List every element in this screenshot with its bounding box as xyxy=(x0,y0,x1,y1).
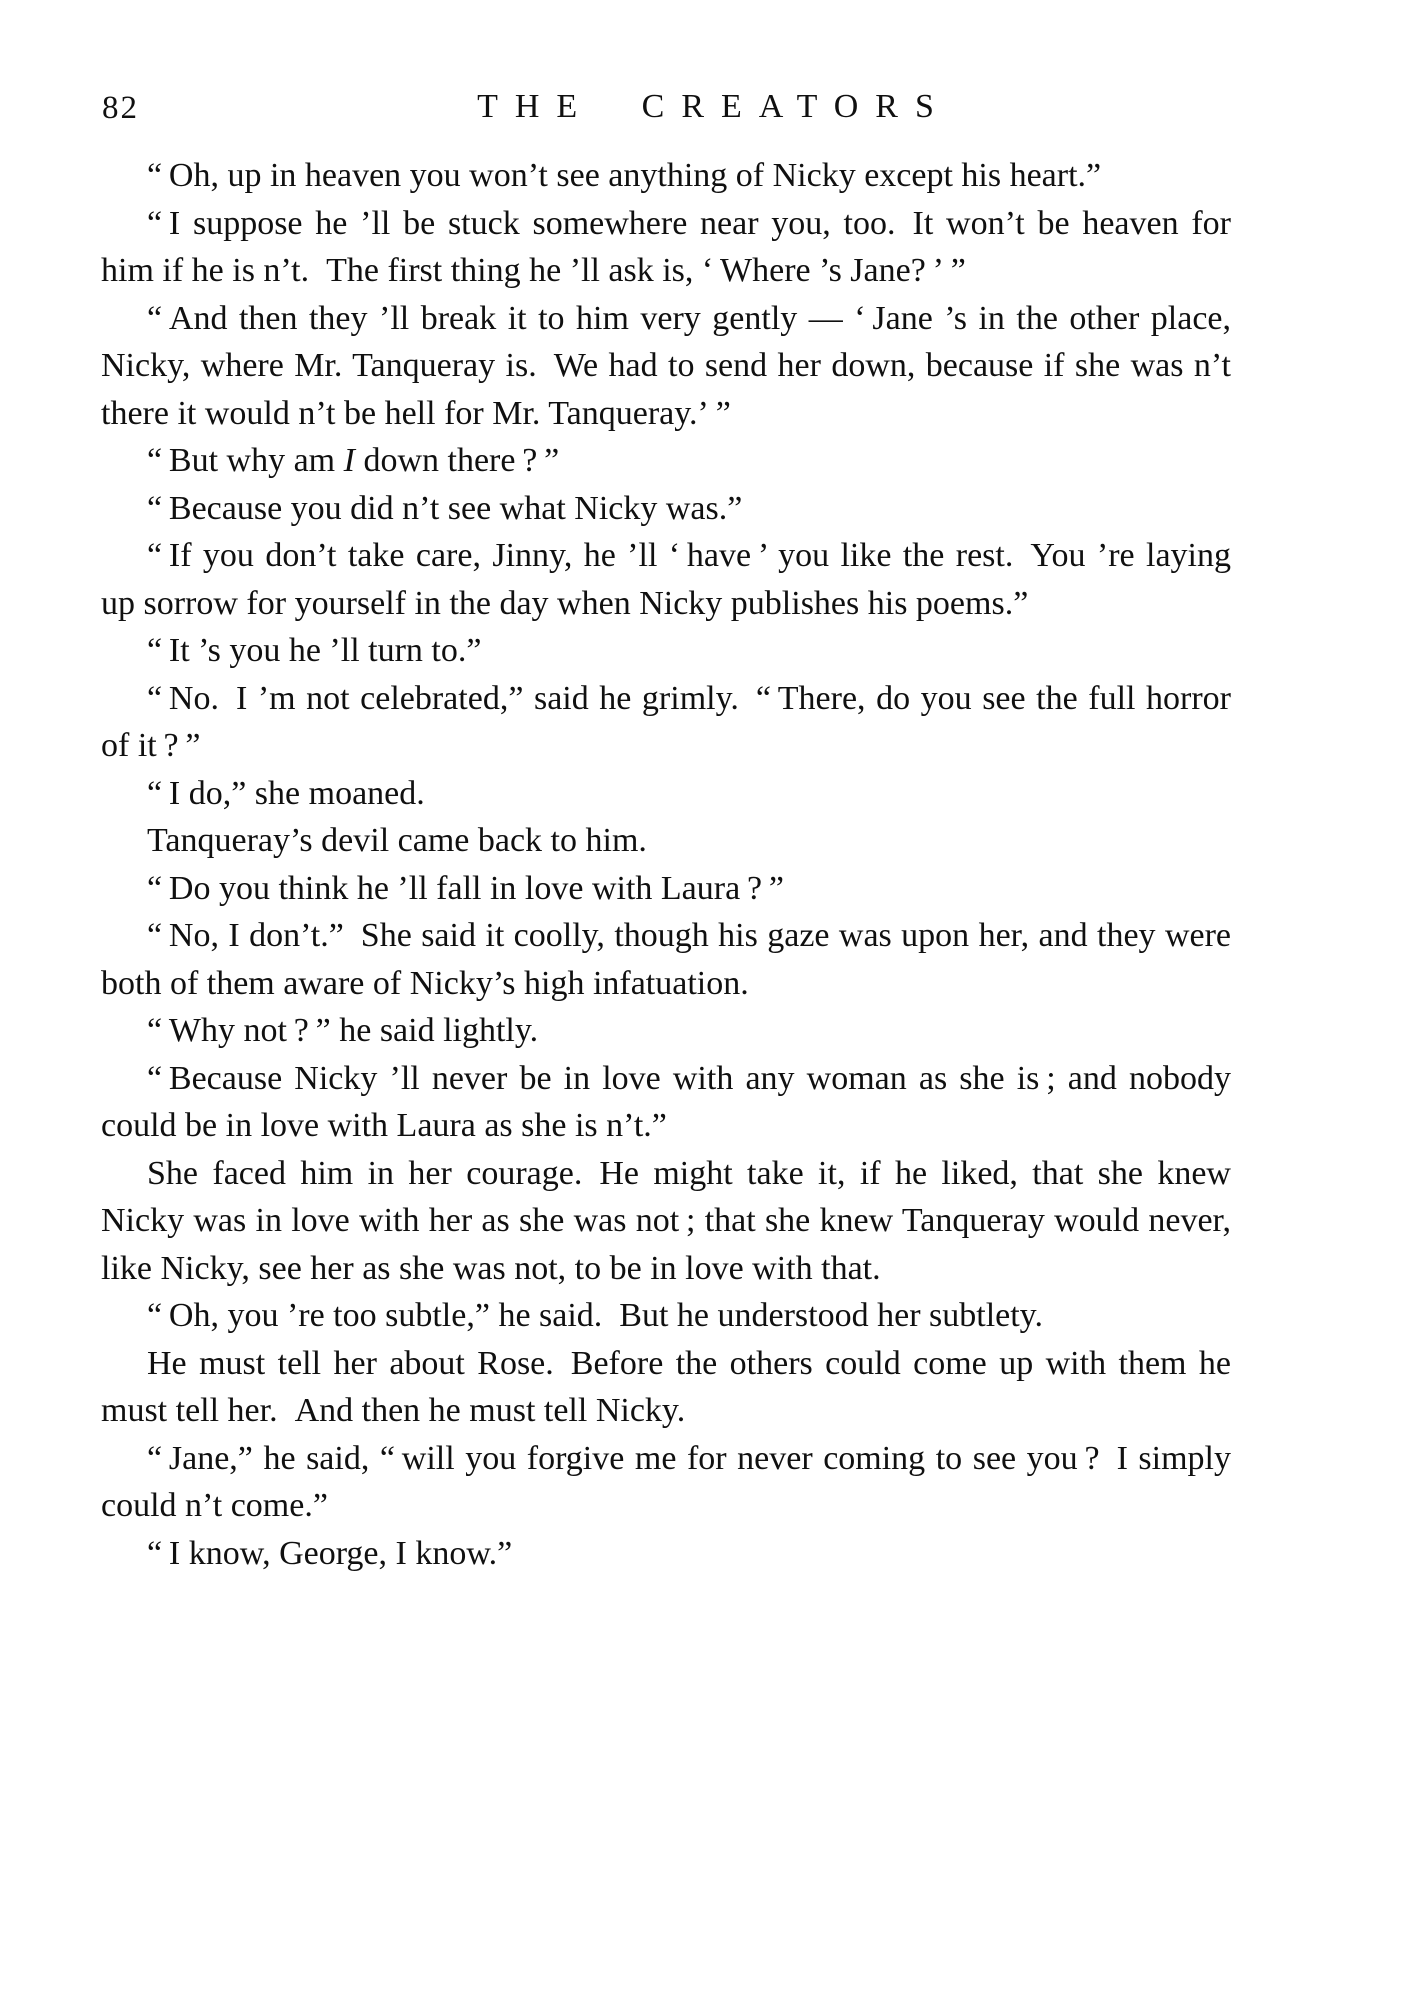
paragraph xyxy=(101,817,1231,865)
paragraph xyxy=(101,1340,1231,1435)
text-run: “ It ’s you he ’ll turn to.” xyxy=(147,632,482,669)
paragraph xyxy=(101,1007,1231,1055)
text-run: “ Jane,” he said, “ will you forgive me for never coming to see you ? I simply could n’t come.” xyxy=(101,1439,1231,1524)
paragraph xyxy=(101,675,1231,770)
text-run: “ No, I don’t.” She said it coolly, though his gaze was upon her, and they were both of them aware of Nicky’s high infatuation. xyxy=(101,917,1231,1002)
text-run: “ No. I ’m not celebrated,” said he grimly. “ There, do you see the full horror of it ? ” xyxy=(101,679,1231,764)
paragraph xyxy=(101,1530,1231,1578)
text-run: She faced him in her courage. He might take it, if he liked, that she knew Nicky was in love with her as she was not ; that she knew Tanqueray would never, like Nicky, see her as she was not, to be in love with that. xyxy=(101,1154,1231,1287)
paragraph xyxy=(101,770,1231,818)
text-run: “ And then they ’ll break it to him very gently — ‘ Jane ’s in the other place, Nicky, where Mr. Tanqueray is. We had to send her down, because if she was n’t there it would n’t be hell for Mr. Tanqueray.’ ” xyxy=(101,299,1231,432)
paragraph xyxy=(101,532,1231,627)
text-run: “ Because Nicky ’ll never be in love with any woman as she is ; and nobody could be in love with Laura as she is n’t.” xyxy=(101,1059,1231,1144)
paragraph xyxy=(101,865,1231,913)
text-run: “ If you don’t take care, Jinny, he ’ll ‘ have ’ you like the rest. You ’re laying up sorrow for yourself in the day when Nicky publishes his poems.” xyxy=(101,537,1231,622)
text-run: “ But why am xyxy=(147,442,344,479)
text-run: “ Why not ? ” he said lightly. xyxy=(147,1012,539,1049)
paragraph xyxy=(101,627,1231,675)
text-run: “ Oh, you ’re too subtle,” he said. But he understood her subtlety. xyxy=(147,1297,1043,1334)
text-run: Tanqueray’s devil came back to him. xyxy=(147,822,647,859)
text-run: “ Oh, up in heaven you won’t see anything of Nicky except his heart.” xyxy=(147,157,1102,194)
italic-text-run: I xyxy=(343,442,355,479)
paragraph xyxy=(101,1055,1231,1150)
running-title: THE CREATORS xyxy=(477,88,951,125)
paragraph xyxy=(101,912,1231,1007)
text-run: “ Do you think he ’ll fall in love with Laura ? ” xyxy=(147,869,784,907)
text-run: “ I suppose he ’ll be stuck somewhere near you, too. It won’t be heaven for him if he is n’t. The first thing he ’ll ask is, ‘ Where ’s Jane? ’ ” xyxy=(101,204,1231,289)
text-run: “ I know, George, I know.” xyxy=(147,1534,513,1572)
page-number: 82 xyxy=(102,90,139,126)
paragraph xyxy=(101,485,1231,533)
paragraph xyxy=(101,1292,1231,1340)
paragraph xyxy=(101,437,1231,485)
text-run: “ I do,” she moaned. xyxy=(147,774,425,812)
text-run: He must tell her about Rose. Before the others could come up with them he must tell her. And then he must tell Nicky. xyxy=(101,1344,1231,1429)
page-body xyxy=(101,152,1231,1577)
paragraph xyxy=(101,152,1231,200)
paragraph xyxy=(101,200,1231,295)
text-run: “ Because you did n’t see what Nicky was.” xyxy=(147,489,743,527)
paragraph xyxy=(101,1435,1231,1530)
text-run: down there ? ” xyxy=(354,442,560,479)
paragraph xyxy=(101,1150,1231,1293)
paragraph xyxy=(101,295,1231,438)
page-header xyxy=(0,88,1428,132)
